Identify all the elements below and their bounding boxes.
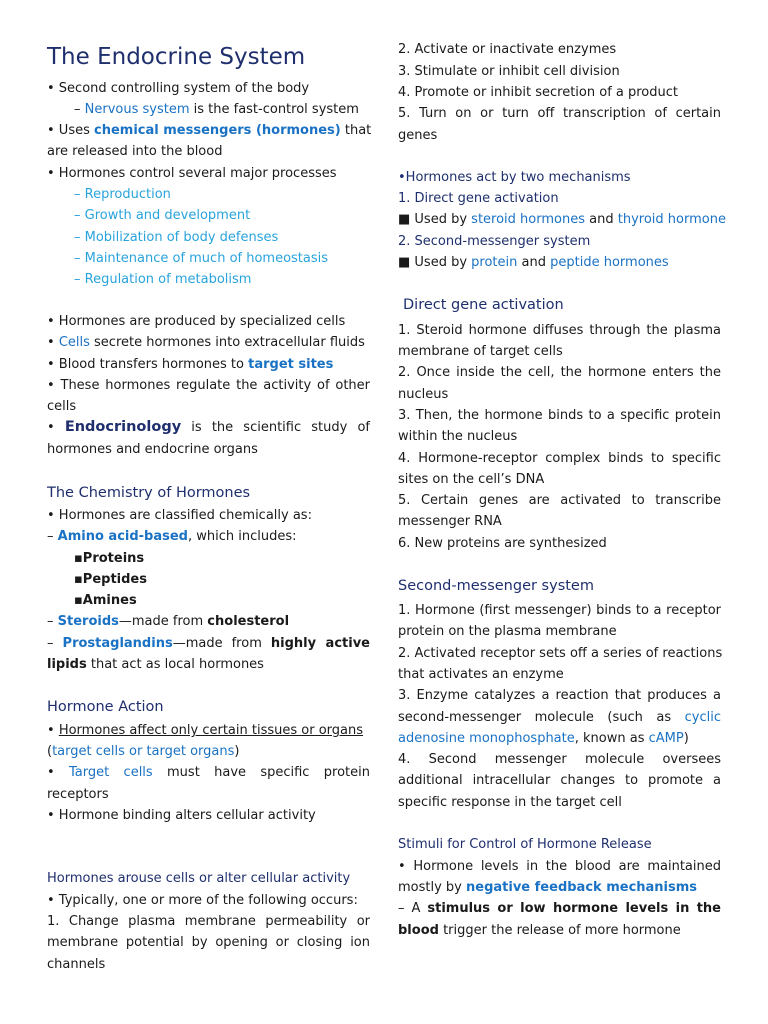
mechanism-detail: ■ Used by protein and peptide hormones [398,255,669,270]
list-line: 3. Enzyme catalyzes a reaction that produces a [398,688,721,703]
section-heading: Direct gene activation [403,297,564,313]
text-line: hormones and endocrine organs [47,442,258,457]
process-item: – Regulation of metabolism [74,272,252,287]
text-line: that activates an enzyme [398,667,564,682]
text-line: sites on the cell’s DNA [398,472,545,487]
thyroid-hormone-term: thyroid hormone [617,212,726,227]
section-heading: Hormone Action [47,699,164,715]
amino-type-item: ▪Amines [74,593,137,608]
cells-term: Cells [58,335,90,350]
bullet-line: – Nervous system is the fast-control system [74,102,359,117]
text-line: protein on the plasma membrane [398,624,617,639]
text-line: (target cells or target organs) [47,744,240,759]
list-line: 1. Hormone (first messenger) binds to a receptor [398,603,721,618]
mechanisms-heading: •Hormones act by two mechanisms [398,170,631,185]
list-line: 4. Second messenger molecule oversees [398,752,721,767]
section-heading: Hormones arouse cells or alter cellular activity [47,871,351,886]
bullet-line: • Target cells must have specific protein [47,765,370,780]
nervous-system-term: Nervous system [84,102,190,117]
text-line: messenger RNA [398,514,502,529]
text-line: genes [398,128,438,143]
text-line: specific response in the target cell [398,795,622,810]
text-line: mostly by negative feedback mechanisms [398,880,698,895]
bullet-line: • Endocrinology is the scientific study of [47,419,370,435]
bullet-line: • Second controlling system of the body [47,81,310,96]
list-line: 2. Activate or inactivate enzymes [398,42,617,57]
text-line: channels [47,957,106,972]
list-line: 5. Turn on or turn off transcription of certain [398,106,721,121]
bullet-line: – Amino acid-based, which includes: [47,529,297,544]
endocrinology-term: Endocrinology [64,419,182,435]
target-cells-term: Target cells [69,765,153,780]
process-item: – Reproduction [74,187,171,202]
bullet-line: • Typically, one or more of the following occurs: [47,893,358,908]
steroid-hormones-term: steroid hormones [471,212,585,227]
text-line: membrane of target cells [398,344,563,359]
target-sites-term: target sites [248,357,334,372]
list-line: 3. Stimulate or inhibit cell division [398,64,620,79]
list-line: 3. Then, the hormone binds to a specific protein [398,408,721,423]
bullet-line: • Cells secrete hormones into extracellular fluids [47,335,365,350]
text-line: lipids that act as local hormones [47,657,264,672]
bullet-line: – Prostaglandins—made from highly active [47,636,370,651]
cyclic-term: cyclic [684,710,721,725]
process-item: – Maintenance of much of homeostasis [74,251,329,266]
list-line: 1. Steroid hormone diffuses through the plasma [398,323,721,338]
target-cells-organs-term: target cells or target organs [52,744,235,759]
section-heading: Stimuli for Control of Hormone Release [398,837,652,852]
bullet-line: • These hormones regulate the activity of other [47,378,370,393]
text-line: nucleus [398,387,449,402]
text-line: are released into the blood [47,144,223,159]
bullet-line: • Hormones are classified chemically as: [47,508,312,523]
list-line: 2. Once inside the cell, the hormone enters the [398,365,721,380]
text-line: second-messenger molecule (such as cyclic [398,710,721,725]
list-line: 4. Promote or inhibit secretion of a product [398,85,679,100]
text-line: 1. Change plasma membrane permeability or [47,914,370,929]
bullet-line: – Steroids—made from cholesterol [47,614,290,629]
amino-acid-term: Amino acid-based [57,529,188,544]
camp-full-term: adenosine monophosphate [398,731,575,746]
text-line: cells [47,399,77,414]
text-line: adenosine monophosphate, known as cAMP) [398,731,689,746]
bullet-line: • Hormones affect only certain tissues or organs [47,723,364,738]
steroids-term: Steroids [57,614,119,629]
bullet-line: • Uses chemical messengers (hormones) that [47,123,372,138]
bullet-line: • Blood transfers hormones to target sites [47,357,334,372]
list-line: 2. Activated receptor sets off a series of reactions [398,646,723,661]
amino-type-item: ▪Proteins [74,551,145,566]
text-line: receptors [47,787,109,802]
prostaglandins-term: Prostaglandins [62,636,173,651]
page-title: The Endocrine System [47,44,306,70]
process-item: – Mobilization of body defenses [74,230,279,245]
list-line: 5. Certain genes are activated to transcribe [398,493,721,508]
camp-term: cAMP [648,731,684,746]
text-line: additional intracellular changes to promote a [398,773,721,788]
process-item: – Growth and development [74,208,251,223]
protein-term: protein [471,255,518,270]
amino-type-item: ▪Peptides [74,572,147,587]
text-line: membrane potential by opening or closing ion [47,935,370,950]
chemical-messengers-term: chemical messengers (hormones) [94,123,341,138]
text-line: blood trigger the release of more hormone [398,923,681,938]
bullet-line: • Hormones control several major processes [47,166,337,181]
text-line: within the nucleus [398,429,518,444]
bullet-line: • Hormone levels in the blood are maintained [398,859,721,874]
section-heading: The Chemistry of Hormones [47,485,251,501]
mechanism-item: 1. Direct gene activation [398,191,559,206]
mechanism-detail: ■ Used by steroid hormones and thyroid hormone [398,212,726,227]
bullet-line: • Hormone binding alters cellular activity [47,808,316,823]
bullet-line: • Hormones are produced by specialized cells [47,314,346,329]
mechanism-item: 2. Second-messenger system [398,234,591,249]
peptide-hormones-term: peptide hormones [550,255,669,270]
negative-feedback-term: negative feedback mechanisms [466,880,698,895]
list-line: 4. Hormone-receptor complex binds to specific [398,451,721,466]
list-line: 6. New proteins are synthesized [398,536,607,551]
section-heading: Second-messenger system [398,578,594,594]
bullet-line: – A stimulus or low hormone levels in the [398,901,721,916]
